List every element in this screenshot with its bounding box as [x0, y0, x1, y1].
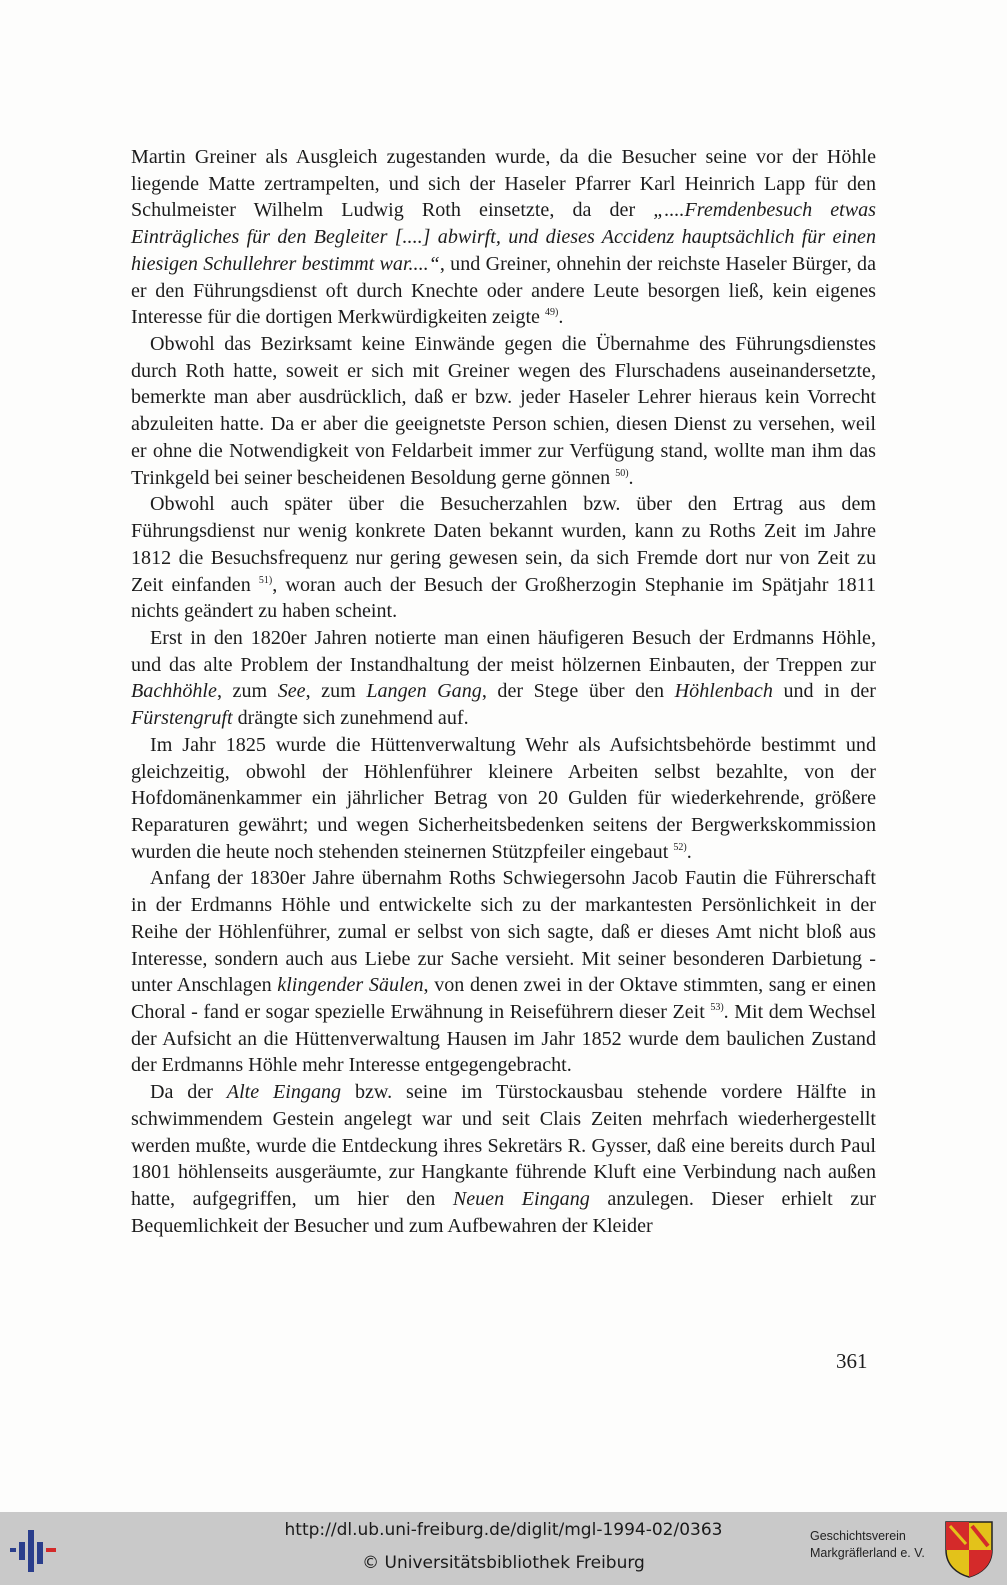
text-run: , der Stege über den — [481, 680, 675, 703]
footnote-ref: 49) — [545, 307, 559, 319]
text-run: Anfang der 1830er Jahre übernahm Roths Schwiegersohn Jacob Fautin die Führerschaft in der Erdmanns Höhle und entwickelte sich zu der markantesten Persönlichkeit in der Reihe der Höhlenführer, zumal er selbst von sich sagte, daß er dieses Amt nicht bloß aus Interesse, sondern auch aus Liebe zur Sache versieht. Mit seiner besonderen Darbietung - unter Anschlagen — [131, 867, 876, 997]
coat-of-arms-icon — [944, 1520, 994, 1578]
italic-text: Langen Gang — [366, 680, 482, 703]
italic-text: Bachhöhle — [131, 680, 217, 703]
text-run: bzw. seine im Türstockausbau stehende vordere Hälfte in schwimmendem Gestein angelegt war und seit Clais Zeiten mehrfach wiederhergestellt werden mußte, wurde die Entdeckung ihres Sekretärs R. Gysser, daß eine bereits durch Paul 1801 höhlenseits ausgeräumte, zur Hangkante führende Kluft eine Verbindung nach außen hatte, aufgegriffen, um hier den — [131, 1081, 876, 1211]
paragraph — [131, 732, 876, 866]
italic-text: Fürstengruft — [131, 707, 233, 730]
page-number: 361 — [836, 1349, 868, 1373]
paragraph — [131, 491, 876, 625]
text-run: . — [686, 840, 692, 863]
paragraph — [131, 865, 876, 1079]
text-run: , von denen zwei in der Oktave stimmten, sang er einen Choral - fand er sogar spezielle Erwähnung in Reiseführern dieser Zeit — [131, 974, 876, 1023]
paragraph — [131, 144, 876, 331]
text-run: . — [628, 466, 634, 489]
text-run: . — [558, 306, 564, 329]
text-run: Obwohl auch später über die Besucherzahlen bzw. über den Ertrag aus dem Führungsdienst nur wenig konkrete Daten bekannt wurden, kann zu Roths Zeit im Jahre 1812 die Besuchsfrequenz nur gering gewesen sein, da sich Fremde dort nur von Zeit zu Zeit einfanden — [131, 493, 876, 596]
association-name — [810, 1528, 925, 1562]
italic-text: klingender Säulen — [277, 974, 424, 997]
footnote-ref: 52) — [673, 841, 687, 853]
italic-text: Höhlenbach — [674, 680, 773, 703]
italic-text: Alte Eingang — [226, 1081, 342, 1104]
text-run: Obwohl das Bezirksamt keine Einwände gegen die Übernahme des Führungsdienstes durch Roth hatte, soweit er sich mit Greiner wegen des Flurschadens auseinandersetzte, bemerkte man aber ausdrücklich, daß er bzw. jeder Haseler Lehrer hieraus kein Vorrecht abzuleiten hatte. Da er aber die geeignetste Person schien, diesen Dienst zu versehen, weil er ohne die Notwendigkeit von Feldarbeit immer zur Verfügung stand, wollte man ihm das Trinkgeld bei seiner bescheidenen Besoldung gerne gönnen — [131, 333, 876, 489]
text-run: . Mit dem Wechsel der Aufsicht an die Hüttenverwaltung Hausen im Jahr 1852 wurde dem baulichen Zustand der Erdmanns Höhle mehr Interesse entgegengebracht. — [131, 1001, 877, 1077]
text-run: , und Greiner, ohnehin der reichste Haseler Bürger, da er den Führungsdienst oft durch Knechte oder andere Leute besorgen ließ, kein eigenes Interesse für die dortigen Merkwürdigkeiten zeigte — [131, 252, 877, 329]
italic-text: See — [277, 680, 306, 703]
footnote-ref: 51) — [258, 574, 273, 586]
text-run: , woran auch der Besuch der Großherzogin Stephanie im Spätjahr 1811 nichts geändert zu haben scheint. — [131, 573, 876, 623]
paragraph — [131, 1079, 876, 1239]
paragraph — [131, 331, 876, 491]
association-line-1: Geschichtsverein — [810, 1529, 906, 1543]
italic-text: „....Fremdenbesuch etwas Einträgliches für den Begleiter [....] abwirft, und dieses Accidenz hauptsächlich für einen hiesigen Schullehrer bestimmt war....“ — [131, 199, 876, 275]
footer-bar — [0, 1512, 1007, 1585]
text-run: Da der — [150, 1081, 227, 1104]
text-run: , zum — [305, 680, 367, 703]
text-run: , zum — [216, 680, 278, 703]
text-run: Martin Greiner als Ausgleich zugestanden wurde, da die Besucher seine vor der Höhle liegende Matte zertrampelten, und sich der Haseler Pfarrer Karl Heinrich Lapp für den Schulmeister Wilhelm Ludwig Roth einsetzte, da der — [131, 146, 876, 222]
text-run: und in der — [772, 680, 876, 703]
text-run: Erst in den 1820er Jahren notierte man einen häufigeren Besuch der Erdmanns Höhle, und das alte Problem der Instandhaltung der meist hölzernen Einbauten, der Treppen zur — [131, 626, 876, 676]
italic-text: Neuen Eingang — [452, 1188, 590, 1211]
document-url[interactable]: http://dl.ub.uni-freiburg.de/diglit/mgl-1994-02/0363 — [284, 1520, 723, 1540]
body-text — [131, 144, 876, 1239]
association-line-2: Markgräflerland e. V. — [810, 1546, 925, 1560]
paragraph — [131, 625, 876, 732]
footnote-ref: 50) — [615, 467, 629, 479]
copyright-notice: © Universitätsbibliothek Freiburg — [362, 1553, 645, 1573]
text-run: drängte sich zunehmend auf. — [232, 707, 469, 730]
footnote-ref: 53) — [710, 1002, 724, 1013]
text-run: Im Jahr 1825 wurde die Hüttenverwaltung Wehr als Aufsichtsbehörde bestimmt und gleichzeitig, obwohl der Höhlenführer kleinere Arbeiten selbst bezahlte, von der Hofdomänenkammer ein jährlicher Betrag von 20 Gulden für wiederkehrende, größere Reparaturen gewährt; und wegen Sicherheitsbedenken seitens der Bergwerkskommission wurden die heute noch stehenden steinernen Stützpfeiler eingebaut — [131, 733, 876, 863]
text-run: anzulegen. Dieser erhielt zur Bequemlichkeit der Besucher und zum Aufbewahren der Kleider — [131, 1188, 876, 1237]
